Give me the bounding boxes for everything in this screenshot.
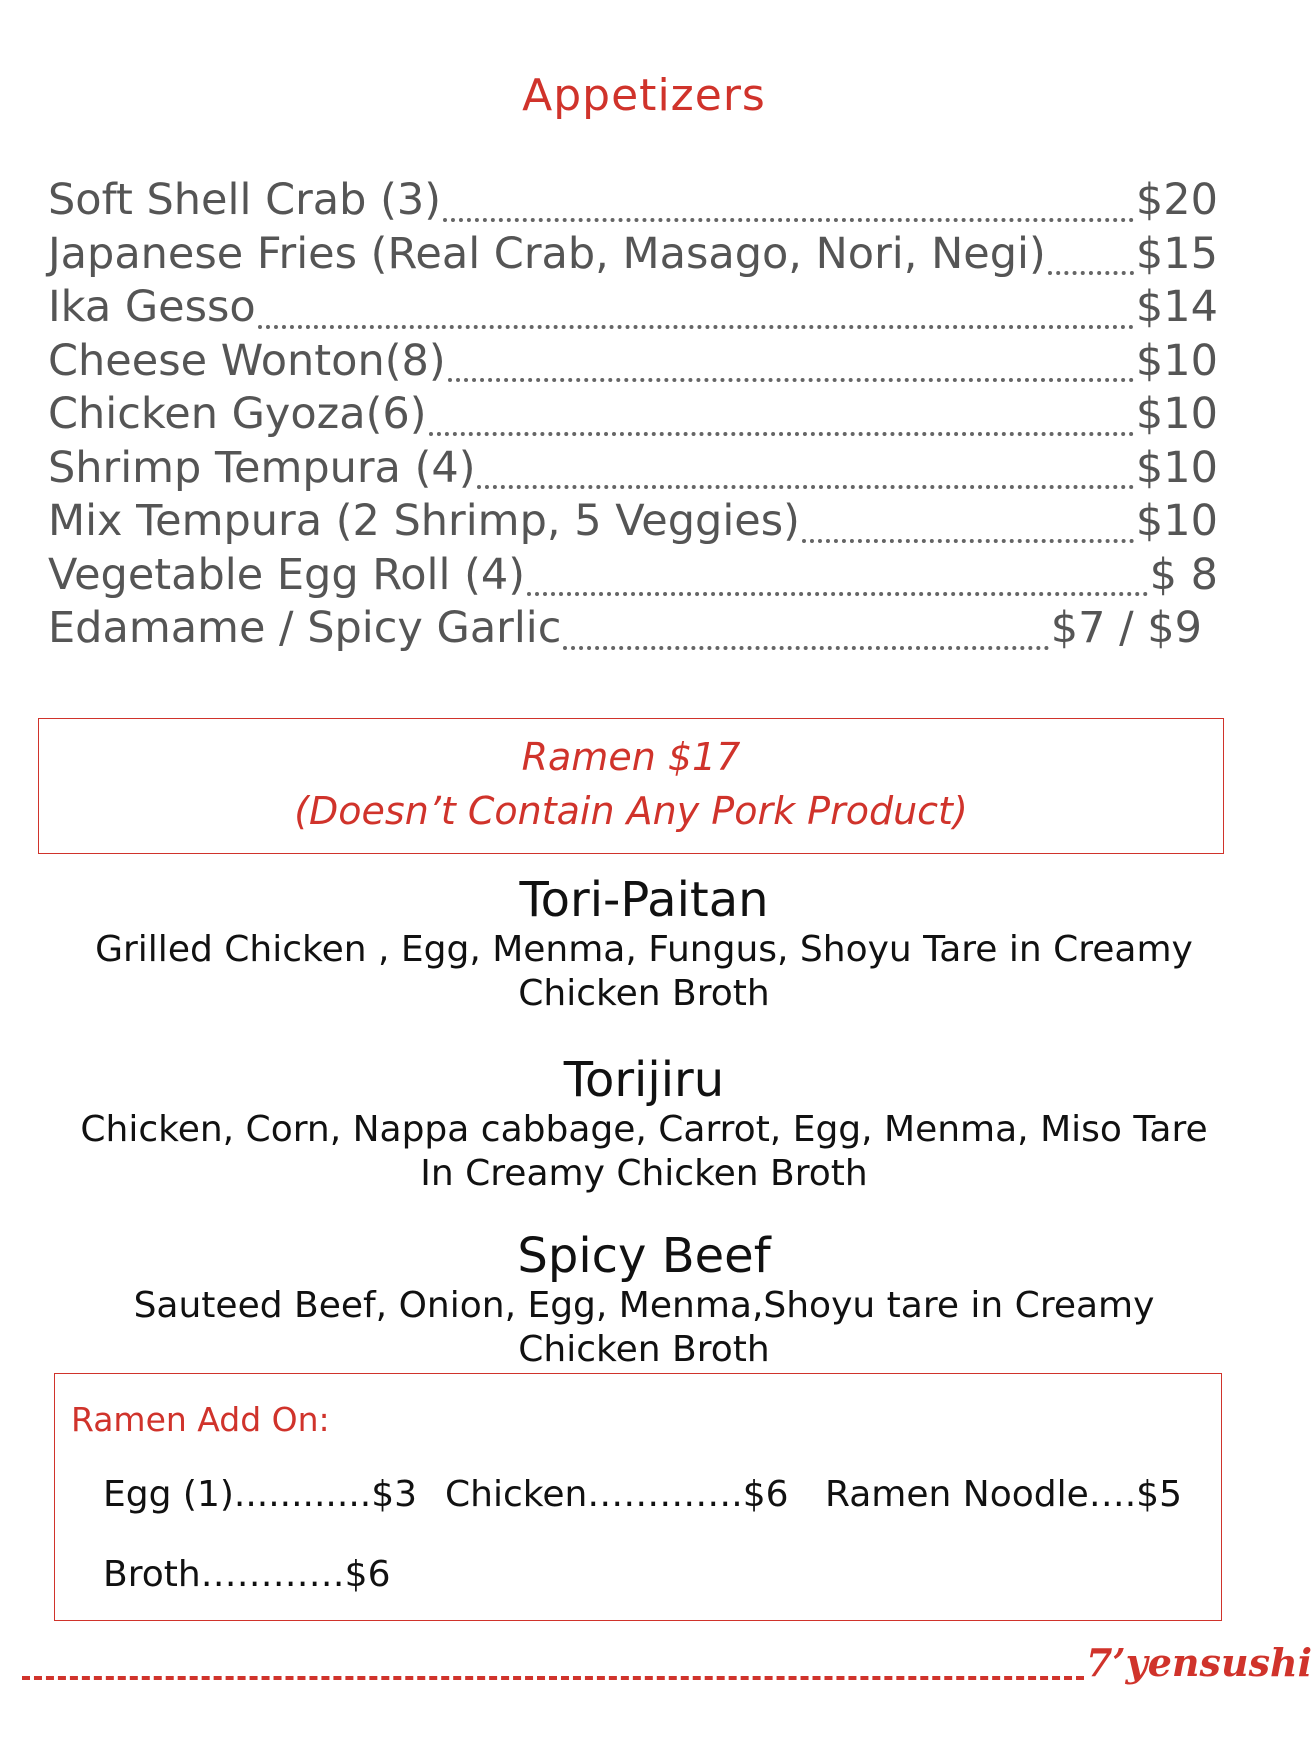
ramen-header-box xyxy=(38,718,1224,854)
dish-name: Tori-Paitan xyxy=(519,872,769,928)
item-price: $14 xyxy=(1135,282,1218,332)
brand-logo: 7’yensushi xyxy=(1086,1640,1312,1685)
item-price: $10 xyxy=(1135,442,1218,493)
dot-leader xyxy=(443,218,1134,222)
item-price: $10 xyxy=(1135,389,1218,439)
item-name: Chicken Gyoza(6) xyxy=(48,389,427,439)
dot-leader xyxy=(448,378,1134,382)
dot-leader xyxy=(429,432,1134,436)
menu-item xyxy=(48,603,1202,657)
dot-leader xyxy=(258,325,1134,329)
addon-item: Egg (1)............$3 xyxy=(103,1474,418,1515)
footer-divider xyxy=(22,1676,1084,1680)
item-price: $ 8 xyxy=(1149,549,1218,600)
appetizer-list xyxy=(48,175,1218,657)
item-price: $7 / $9 xyxy=(1050,603,1202,653)
item-name: Vegetable Egg Roll (4) xyxy=(48,549,526,600)
menu-item xyxy=(48,496,1218,550)
dot-leader xyxy=(527,592,1148,596)
ramen-note: (Doesn’t Contain Any Pork Product) xyxy=(294,789,968,833)
addon-item: Chicken………….$6 xyxy=(445,1474,789,1515)
menu-item xyxy=(48,389,1218,443)
dot-leader xyxy=(563,646,1048,650)
item-price: $15 xyxy=(1135,228,1218,279)
menu-item xyxy=(48,443,1218,497)
item-name: Japanese Fries (Real Crab, Masago, Nori, Negi) xyxy=(48,228,1046,279)
item-name: Ika Gesso xyxy=(48,282,256,332)
addon-item: Broth…………$6 xyxy=(103,1554,391,1595)
dot-leader xyxy=(802,539,1134,543)
menu-item xyxy=(48,175,1218,229)
item-name: Shrimp Tempura (4) xyxy=(48,442,476,493)
item-name: Edamame / Spicy Garlic xyxy=(48,603,562,653)
item-price: $10 xyxy=(1135,335,1218,386)
dish-description: Grilled Chicken , Egg, Menma, Fungus, Shoyu Tare in Creamy Chicken Broth xyxy=(95,929,1193,1014)
dish-tori-paitan xyxy=(60,872,1228,1016)
appetizers-title: Appetizers xyxy=(522,70,766,121)
addon-item: Ramen Noodle….$5 xyxy=(825,1474,1182,1515)
dish-name: Torijiru xyxy=(563,1052,725,1108)
dish-torijiru xyxy=(60,1052,1228,1196)
dish-description: Sauteed Beef, Onion, Egg, Menma,Shoyu tare in Creamy Chicken Broth xyxy=(133,1285,1155,1370)
menu-item xyxy=(48,282,1218,336)
dot-leader xyxy=(477,485,1133,489)
item-name: Soft Shell Crab (3) xyxy=(48,175,442,225)
addon-title: Ramen Add On: xyxy=(71,1400,330,1439)
item-name: Mix Tempura (2 Shrimp, 5 Veggies) xyxy=(48,496,800,546)
item-price: $20 xyxy=(1135,175,1218,225)
ramen-title: Ramen $17 xyxy=(521,735,741,779)
menu-item xyxy=(48,550,1218,604)
menu-item xyxy=(48,229,1218,283)
dish-name: Spicy Beef xyxy=(517,1228,771,1284)
item-name: Cheese Wonton(8) xyxy=(48,335,446,386)
menu-item xyxy=(48,336,1218,390)
dish-description: Chicken, Corn, Nappa cabbage, Carrot, Egg, Menma, Miso Tare In Creamy Chicken Broth xyxy=(80,1109,1208,1194)
item-price: $10 xyxy=(1135,496,1218,546)
dish-spicy-beef xyxy=(60,1228,1228,1372)
addon-box xyxy=(54,1373,1222,1621)
dot-leader xyxy=(1048,271,1134,275)
